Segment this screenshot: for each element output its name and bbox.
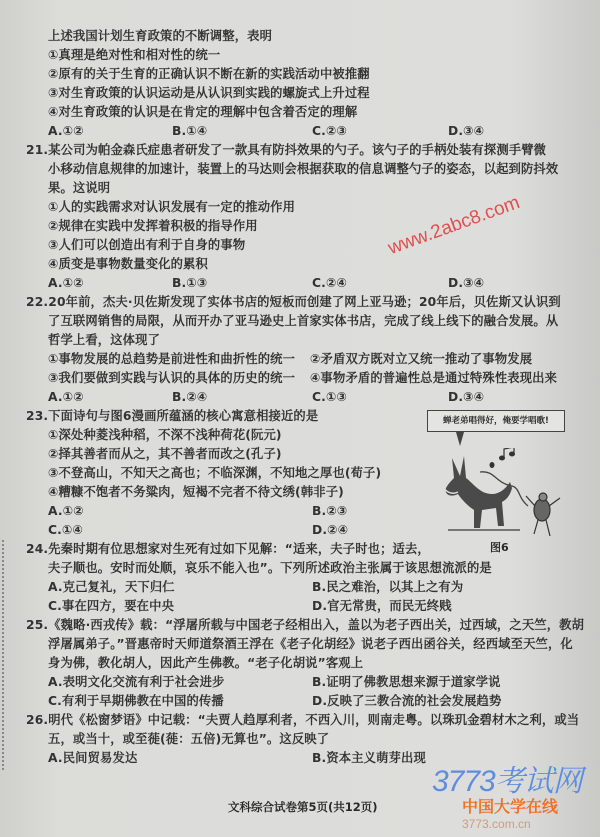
q22-option-d: D.③④ (448, 390, 485, 404)
cartoon-speech-bubble: 蝉老弟唱得好，俺要学唱歌! (427, 410, 565, 432)
q25-stem: 身为佛，教化胡人，因此产生佛教。“老子化胡说”客观上 (48, 656, 364, 670)
q24-stem: 24.先秦时期有位思想家对生死有过如下见解：“适来，夫子时也；适去， (26, 542, 430, 556)
q22-stem: 22.20年前，杰夫·贝佐斯发现了实体书店的短板而创建了网上亚马逊；20年后，贝佐斯又认识到 (26, 295, 561, 309)
q20-item: ④对生育政策的认识是在肯定的理解中包含着否定的理解 (48, 105, 358, 119)
q21-stem: 果。这说明 (48, 181, 111, 195)
q25-option-a: A.表明文化交流有利于社会进步 (48, 675, 225, 689)
q24-option-c: C.事在四方，要在中央 (48, 599, 175, 613)
q26-stem: 五，或当十，或至蓰(蓰：五倍)无算也”。这反映了 (48, 732, 330, 746)
cicada-figure (526, 493, 560, 536)
q22-option-a: A.①② (48, 390, 84, 404)
q22-option-b: B.②④ (172, 390, 208, 404)
brand-watermark: 3773考试网 (432, 765, 582, 798)
q22-option-c: C.①③ (312, 390, 348, 404)
q21-option-b: B.①③ (172, 276, 208, 290)
q21-item: ④质变是事物数量变化的累积 (48, 257, 208, 271)
q23-option-d: D.②④ (312, 523, 349, 537)
q20-item: ①真理是绝对性和相对性的统一 (48, 48, 221, 62)
q23-stem: 23.下面诗句与图6漫画所蕴涵的核心寓意相接近的是 (26, 409, 319, 423)
q24-option-d: D.官无常贵，而民无终贱 (312, 599, 452, 613)
q21-option-c: C.②④ (312, 276, 348, 290)
q23-option-b: B.②③ (312, 504, 348, 518)
q25-stem: 浮屠属弟子。”晋惠帝时天师道祭酒王浮在《老子化胡经》说老子西出函谷关，经西域至天竺，化 (48, 637, 573, 651)
q23-item: ①深处种菱浅种稻，不深不浅种荷花(阮元) (48, 428, 282, 442)
q25-option-c: C.有利于早期佛教在中国的传播 (48, 694, 224, 708)
q22-item: ③我们要做到实践与认识的具体的历史的统一 (48, 371, 296, 385)
q23-option-c: C.①④ (48, 523, 84, 537)
q21-item: ①人的实践需求对认识发展有一定的推动作用 (48, 200, 296, 214)
q22-stem: 哲学上看，这体现了 (48, 333, 161, 347)
donkey-cicada-cartoon (440, 448, 570, 540)
q20-item: ②原有的关于生育的正确认识不断在新的实践活动中被推翻 (48, 67, 370, 81)
q26-stem: 26.明代《松窗梦语》中记载：“夫贾人趋厚利者，不西入川，则南走粤。以珠玑金碧材木之利，或当 (26, 713, 580, 727)
q22-item: ④事物矛盾的普遍性总是通过特殊性表现出来 (310, 371, 558, 385)
q25-option-b: B.证明了佛教思想来源于道家学说 (312, 675, 501, 689)
q23-option-a: A.①② (48, 504, 84, 518)
q20-stem: 上述我国计划生育政策的不断调整，表明 (48, 29, 273, 43)
q24-option-a: A.克己复礼，天下归仁 (48, 580, 175, 594)
q25-option-d: D.反映了三教合流的社会发展趋势 (312, 694, 502, 708)
q23-item: ③不登高山，不知天之高也；不临深渊，不知地之厚也(荀子) (48, 466, 382, 480)
donkey-figure (444, 456, 512, 528)
q21-item: ③人们可以创造出有利于自身的事物 (48, 238, 246, 252)
q21-stem: 21.某公司为帕金森氏症患者研发了一款具有防抖效果的勺子。该勺子的手柄处装有探测手臂微 (26, 143, 547, 157)
diagonal-watermark: www.2abc8.com (385, 192, 523, 260)
q26-option-a: A.民间贸易发达 (48, 751, 138, 765)
q20-option-c: C.②③ (312, 124, 348, 138)
binding-margin-line (2, 540, 4, 770)
q24-stem: 夫子顺也。安时而处顺，哀乐不能入也”。下列所述政治主张属于该思想流派的是 (48, 561, 492, 575)
q23-item: ②择其善者而从之，其不善者而改之(孔子) (48, 447, 282, 461)
q23-item: ④糟糠不饱者不务粱肉，短褐不完者不待文绣(韩非子) (48, 485, 344, 499)
q20-option-b: B.①④ (172, 124, 208, 138)
music-notes-icon (490, 448, 516, 468)
q26-option-b: B.资本主义萌芽出现 (312, 751, 426, 765)
figure-caption: 图6 (490, 541, 509, 554)
q20-item: ③对生育政策的认识运动是从认识到实践的螺旋式上升过程 (48, 86, 370, 100)
brand-sub-watermark: 中国大学在线 (462, 797, 559, 816)
q21-stem: 小移动信息规律的加速计，装置上的马达则会根据获取的信息调整勺子的姿态，以起到防抖效 (48, 162, 559, 176)
q21-item: ②规律在实践中发挥着积极的指导作用 (48, 219, 258, 233)
q25-stem: 25.《魏略·西戎传》载：“浮屠所载与中国老子经相出入，盖以为老子西出关，过西域，之天竺，教胡 (26, 618, 585, 632)
q20-option-a: A.①② (48, 124, 84, 138)
q20-option-d: D.③④ (448, 124, 485, 138)
page-footer: 文科综合试卷第5页(共12页) (228, 800, 378, 814)
q24-option-b: B.民之难治，以其上之有为 (312, 580, 464, 594)
q21-option-d: D.③④ (448, 276, 485, 290)
q22-item: ①事物发展的总趋势是前进性和曲折性的统一 (48, 352, 296, 366)
brand-url-watermark: 3773.com.cn (462, 817, 531, 831)
q21-option-a: A.①② (48, 276, 84, 290)
speech-bubble-tail (456, 432, 464, 446)
q22-stem: 了互联网销售的局限，从而开办了亚马逊史上首家实体书店，完成了线上线下的融合发展。从 (48, 314, 559, 328)
q22-item: ②矛盾双方既对立又统一推动了事物发展 (310, 352, 533, 366)
